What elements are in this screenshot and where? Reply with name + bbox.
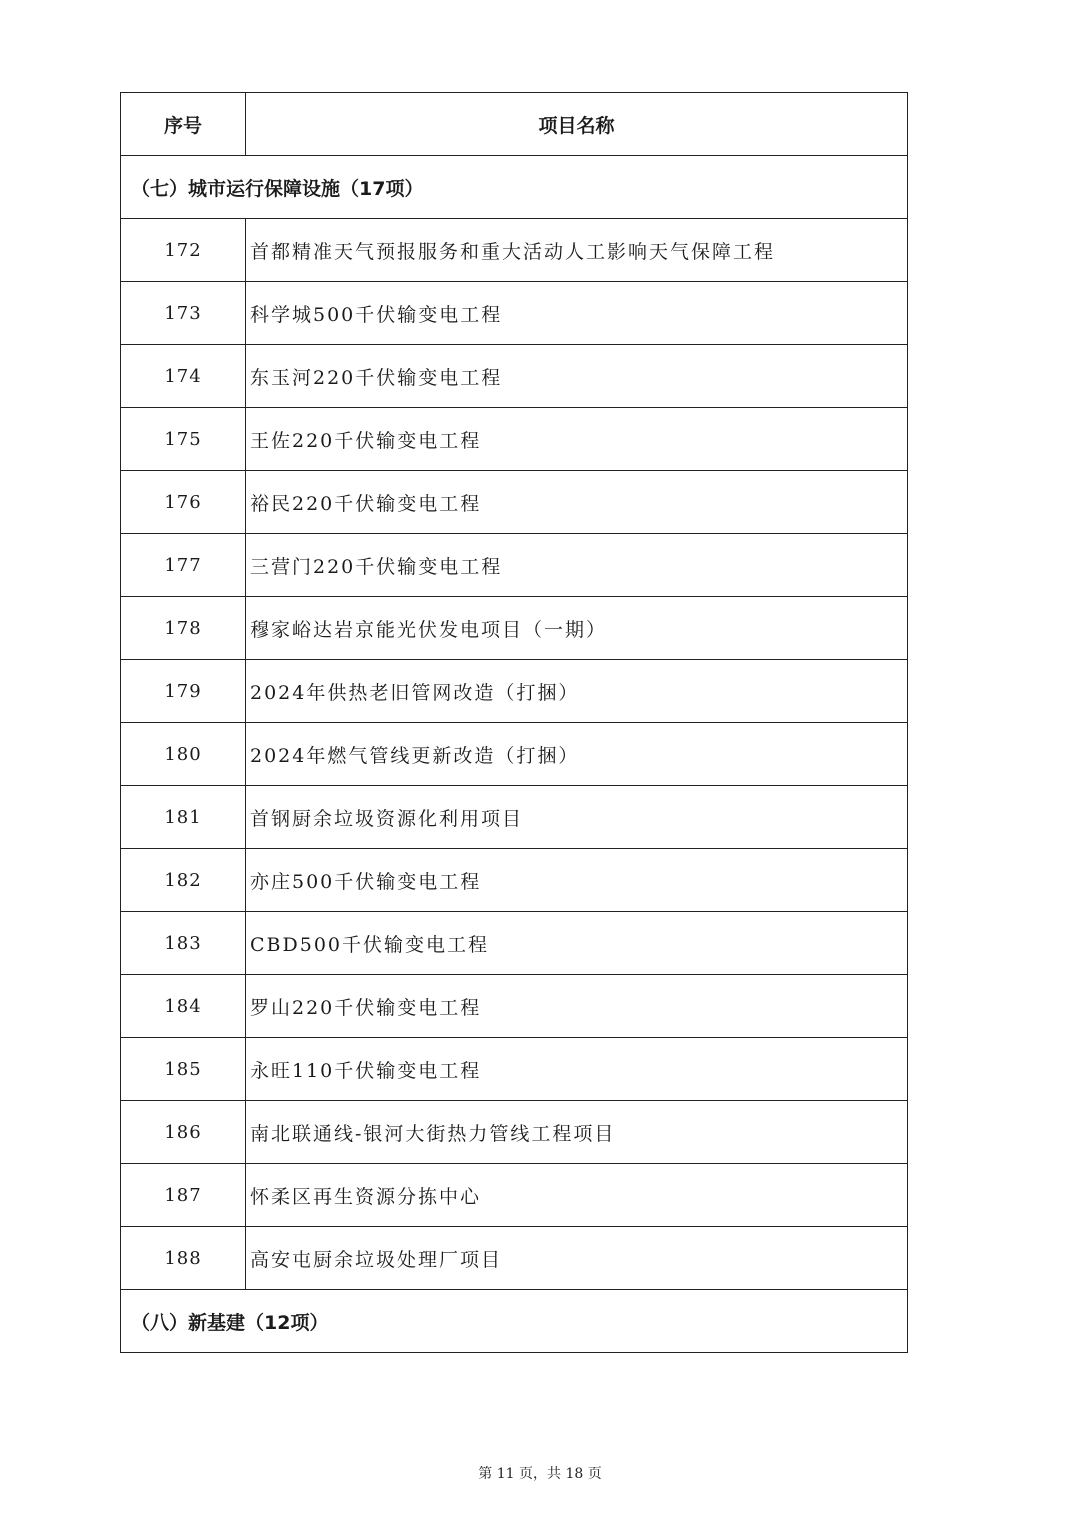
row-serial-number: 177	[121, 534, 246, 597]
header-project-name: 项目名称	[246, 93, 908, 156]
table-row	[121, 219, 908, 282]
table-row	[121, 1227, 908, 1290]
section-title-8: （八）新基建（12项）	[121, 1290, 908, 1353]
row-serial-number: 175	[121, 408, 246, 471]
table-row	[121, 534, 908, 597]
row-serial-number: 185	[121, 1038, 246, 1101]
table-row	[121, 408, 908, 471]
row-project-name: 三营门220千伏输变电工程	[246, 534, 908, 597]
table-row	[121, 975, 908, 1038]
row-project-name: 首钢厨余垃圾资源化利用项目	[246, 786, 908, 849]
table-row	[121, 912, 908, 975]
section-row	[121, 1290, 908, 1353]
row-project-name: 南北联通线-银河大街热力管线工程项目	[246, 1101, 908, 1164]
row-serial-number: 181	[121, 786, 246, 849]
row-serial-number: 183	[121, 912, 246, 975]
row-project-name: 罗山220千伏输变电工程	[246, 975, 908, 1038]
row-serial-number: 174	[121, 345, 246, 408]
table-row	[121, 282, 908, 345]
row-project-name: 高安屯厨余垃圾处理厂项目	[246, 1227, 908, 1290]
row-project-name: 科学城500千伏输变电工程	[246, 282, 908, 345]
row-serial-number: 182	[121, 849, 246, 912]
row-project-name: 王佐220千伏输变电工程	[246, 408, 908, 471]
row-project-name: 2024年供热老旧管网改造（打捆）	[246, 660, 908, 723]
row-project-name: 首都精准天气预报服务和重大活动人工影响天气保障工程	[246, 219, 908, 282]
table-row	[121, 1038, 908, 1101]
row-serial-number: 187	[121, 1164, 246, 1227]
row-project-name: 亦庄500千伏输变电工程	[246, 849, 908, 912]
table-row	[121, 849, 908, 912]
table-row	[121, 1101, 908, 1164]
row-project-name: 2024年燃气管线更新改造（打捆）	[246, 723, 908, 786]
section-row	[121, 156, 908, 219]
row-project-name: CBD500千伏输变电工程	[246, 912, 908, 975]
table-row	[121, 345, 908, 408]
row-project-name: 永旺110千伏输变电工程	[246, 1038, 908, 1101]
header-serial-number: 序号	[121, 93, 246, 156]
table-row	[121, 471, 908, 534]
row-serial-number: 173	[121, 282, 246, 345]
project-table	[120, 92, 908, 1353]
row-serial-number: 180	[121, 723, 246, 786]
row-serial-number: 178	[121, 597, 246, 660]
table-row	[121, 660, 908, 723]
section-title-7: （七）城市运行保障设施（17项）	[121, 156, 908, 219]
table-row	[121, 1164, 908, 1227]
table-row	[121, 786, 908, 849]
row-project-name: 裕民220千伏输变电工程	[246, 471, 908, 534]
table-header-row	[121, 93, 908, 156]
table-row	[121, 597, 908, 660]
row-serial-number: 179	[121, 660, 246, 723]
table-row	[121, 723, 908, 786]
row-project-name: 穆家峪达岩京能光伏发电项目（一期）	[246, 597, 908, 660]
page-footer: 第 11 页，共 18 页	[478, 1466, 602, 1482]
row-serial-number: 172	[121, 219, 246, 282]
row-serial-number: 184	[121, 975, 246, 1038]
row-serial-number: 188	[121, 1227, 246, 1290]
row-project-name: 怀柔区再生资源分拣中心	[246, 1164, 908, 1227]
row-serial-number: 186	[121, 1101, 246, 1164]
row-project-name: 东玉河220千伏输变电工程	[246, 345, 908, 408]
row-serial-number: 176	[121, 471, 246, 534]
